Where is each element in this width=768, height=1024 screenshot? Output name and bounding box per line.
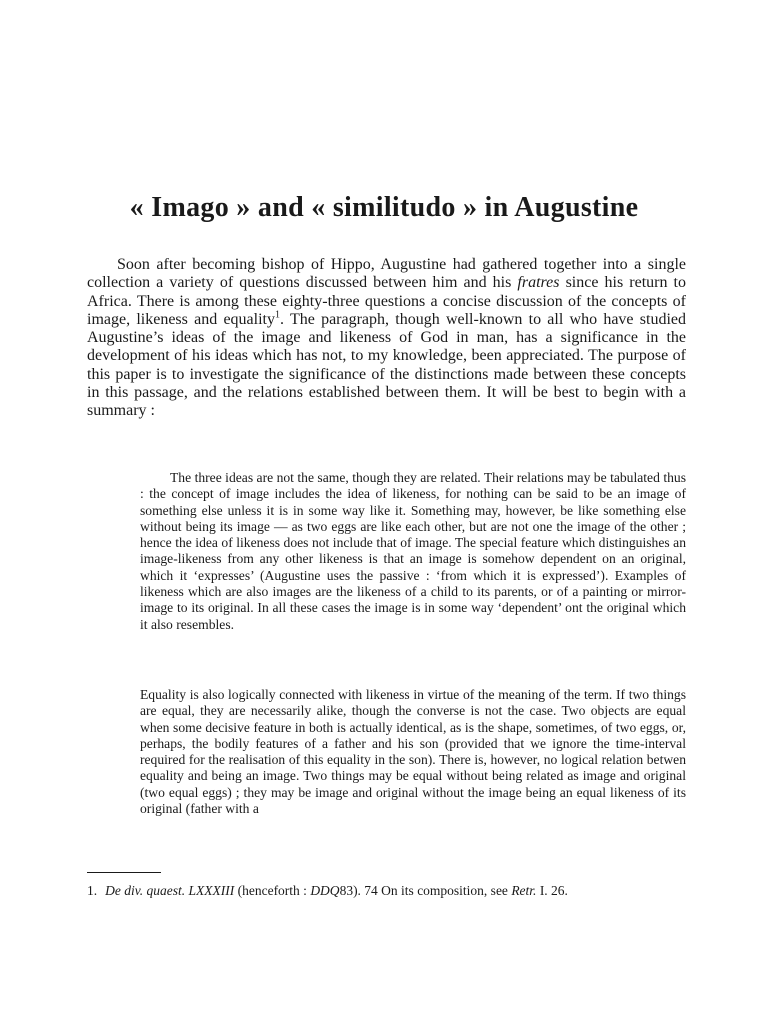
article-title: « Imago » and « similitudo » in Augustine	[129, 191, 639, 223]
footnote-text-3: I. 26.	[536, 883, 568, 898]
footnote-text-2: 83). 74 On its composition, see	[339, 883, 512, 898]
footnote-divider	[87, 872, 161, 873]
intro-paragraph	[87, 256, 686, 421]
footnote-source-title: De div. quaest. LXXXIII	[105, 883, 235, 898]
summary-paragraph-1: The three ideas are not the same, though they are related. Their relations may be tabulated thus : the concept of image includes the idea of likeness, for nothing can be said to be an image of something else unless it is in some way like it. Something may, however, be like something else without being its image — as two eggs are like each other, but are not one the image of the other ; hence the idea of likeness does not include that of image. The special feature which distinguishes an image-likeness from any other likeness is that an image is somehow dependent on an original, which it ‘expresses’ (Augustine uses the passive : ‘from which it is expressed’). Examples of likeness which are also images are the likeness of a child to its parents, or of a painting or mirror-image to its original. In all these cases the image is in some way ‘dependent’ ont the original which it also resembles.	[140, 470, 686, 632]
footnote	[87, 882, 687, 899]
summary-paragraph-2: Equality is also logically connected with likeness in virtue of the meaning of the term. If two things are equal, they are necessarily alike, though the converse is not the case. Two objects are equal when some decisive feature in both is actually identical, as is the shape, sometimes, of two eggs, or, perhaps, the bodily features of a father and his son (provided that we ignore the time-interval required for the realisation of this equality in the son). There is, however, no logical relation betwen equality and being an image. Two things may be equal without being related as image and original (two equal eggs) ; they may be image and original without the image being an equal likeness of its original (father with a	[140, 687, 686, 817]
intro-text-3: . The paragraph, though well-known to all who have studied Augustine’s ideas of the image and likeness of God in man, has a significance in the development of his ideas which has not, to my knowledge, been appreciated. The purpose of this paper is to investigate the significance of the distinctions made between these concepts in this passage, and the relations established between them. It will be best to begin with a summary :	[87, 310, 686, 420]
intro-text-1: Soon after becoming bishop of Hippo, Augustine had gathered together into a single collection a variety of questions discussed between him and his	[87, 256, 686, 292]
footnote-abbreviation: DDQ	[310, 883, 340, 898]
footnote-number: 1.	[87, 883, 98, 898]
intro-fratres: fratres	[517, 274, 560, 292]
footnote-reference[interactable]: 1	[275, 309, 280, 321]
footnote-text-1: (henceforth :	[234, 883, 311, 898]
footnote-retr: Retr.	[511, 883, 537, 898]
intro-text-2: since his return to Africa. There is among these eighty-three questions a concise discussion of the concepts of image, likeness and equality	[87, 274, 686, 328]
